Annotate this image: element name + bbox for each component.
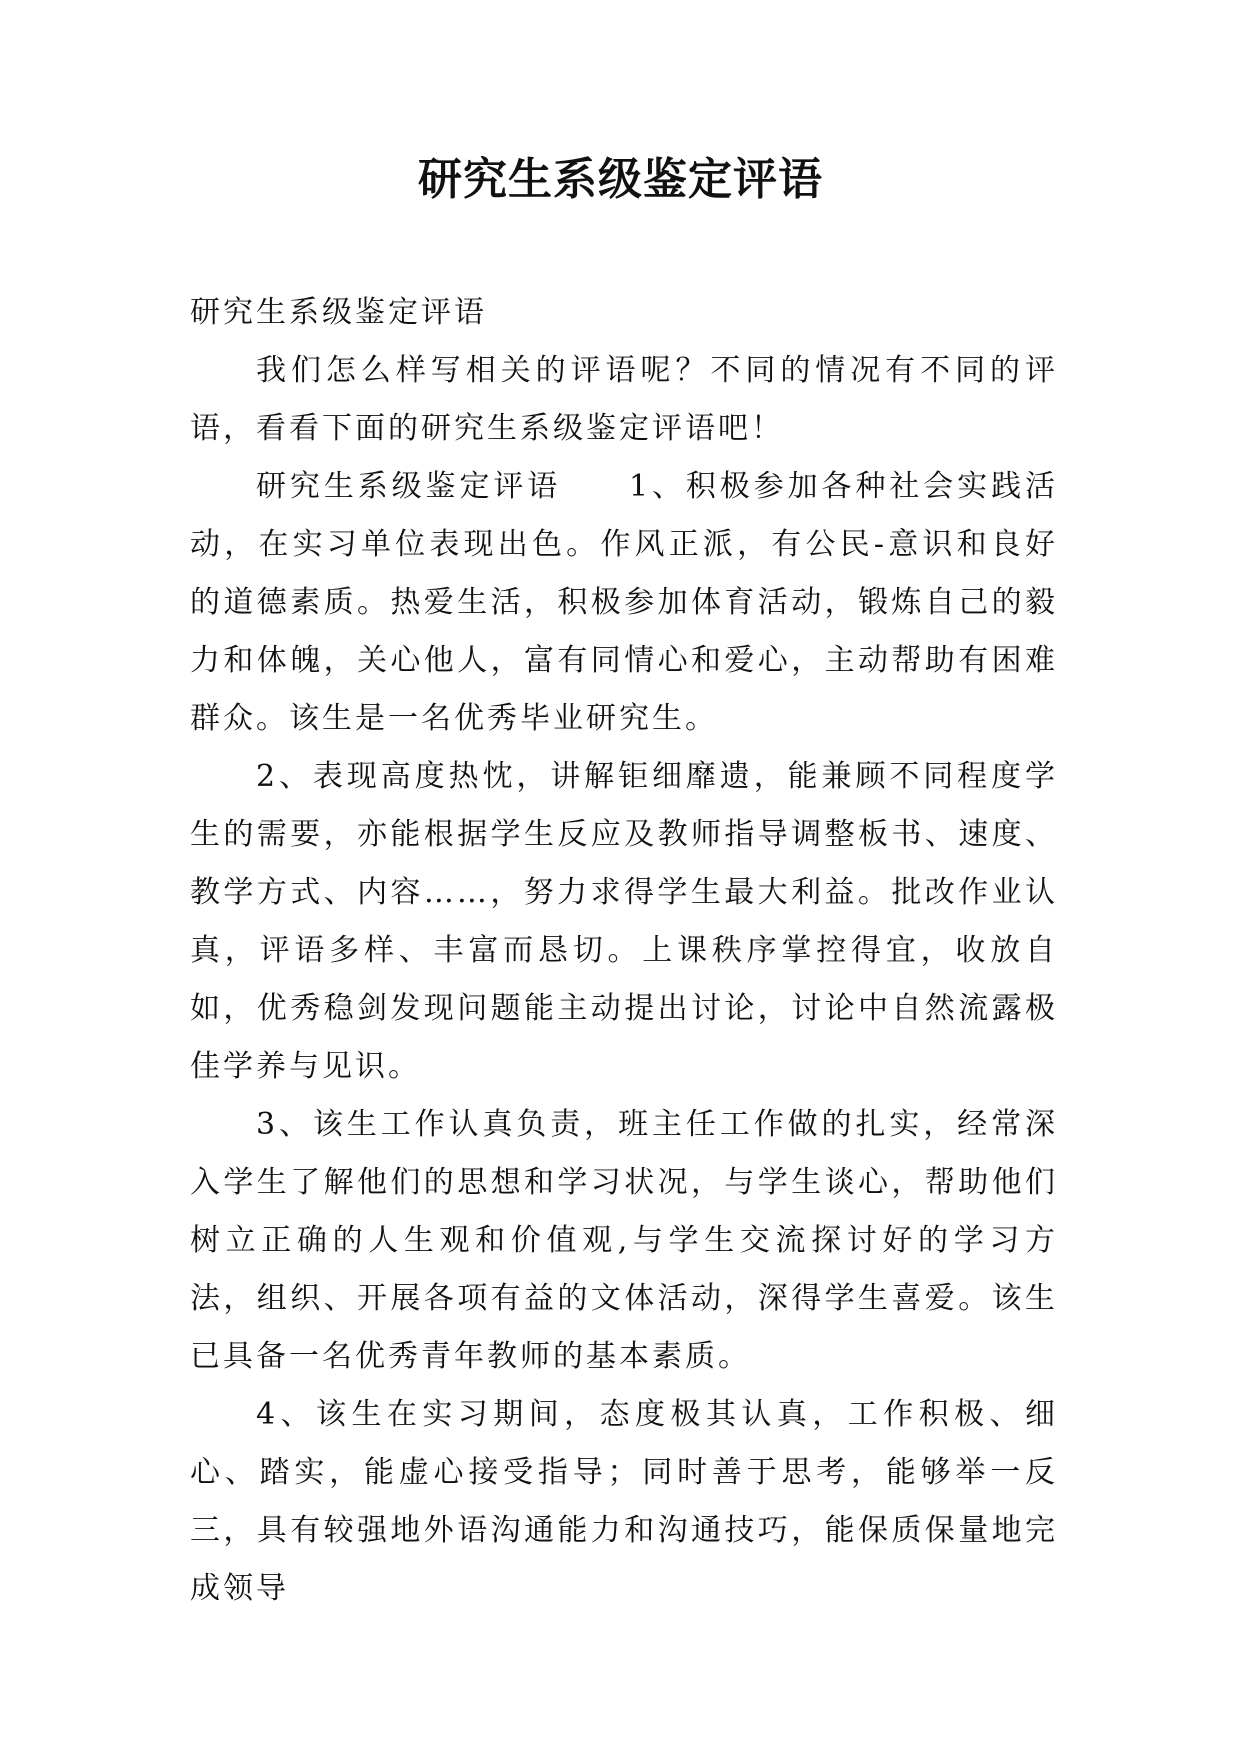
paragraph-intro: 我们怎么样写相关的评语呢？不同的情况有不同的评语，看看下面的研究生系级鉴定评语吧！ [190,353,1058,446]
document-title: 研究生系级鉴定评语 [418,154,823,205]
paragraph-comment-3: 3、该生工作认真负责，班主任工作做的扎实，经常深入学生了解他们的思想和学习状况，与学生谈心，帮助他们树立正确的人生观和价值观,与学生交流探讨好的学习方法，组织、开展各项有益的文体活动，深得学生喜爱。该生已具备一名优秀青年教师的基本素质。 [190,1107,1058,1374]
paragraph-comment-4: 4、该生在实习期间，态度极其认真，工作积极、细心、踏实，能虚心接受指导；同时善于思考，能够举一反三，具有较强地外语沟通能力和沟通技巧，能保质保量地完成领导 [190,1397,1058,1606]
document-body [190,284,1058,1618]
paragraph-comment-2: 2、表现高度热忱，讲解钜细靡遗，能兼顾不同程度学生的需要，亦能根据学生反应及教师指导调整板书、速度、教学方式、内容……，努力求得学生最大利益。批改作业认真，评语多样、丰富而恳切。上课秩序掌控得宜，收放自如，优秀稳剑发现问题能主动提出讨论，讨论中自然流露极佳学养与见识。 [190,759,1058,1084]
document-subtitle: 研究生系级鉴定评语 [190,295,487,330]
paragraph-comment-1: 研究生系级鉴定评语 1、积极参加各种社会实践活动，在实习单位表现出色。作风正派，有公民-意识和良好的道德素质。热爱生活，积极参加体育活动，锻炼自己的毅力和体魄，关心他人，富有同情心和爱心，主动帮助有困难群众。该生是一名优秀毕业研究生。 [190,469,1058,736]
